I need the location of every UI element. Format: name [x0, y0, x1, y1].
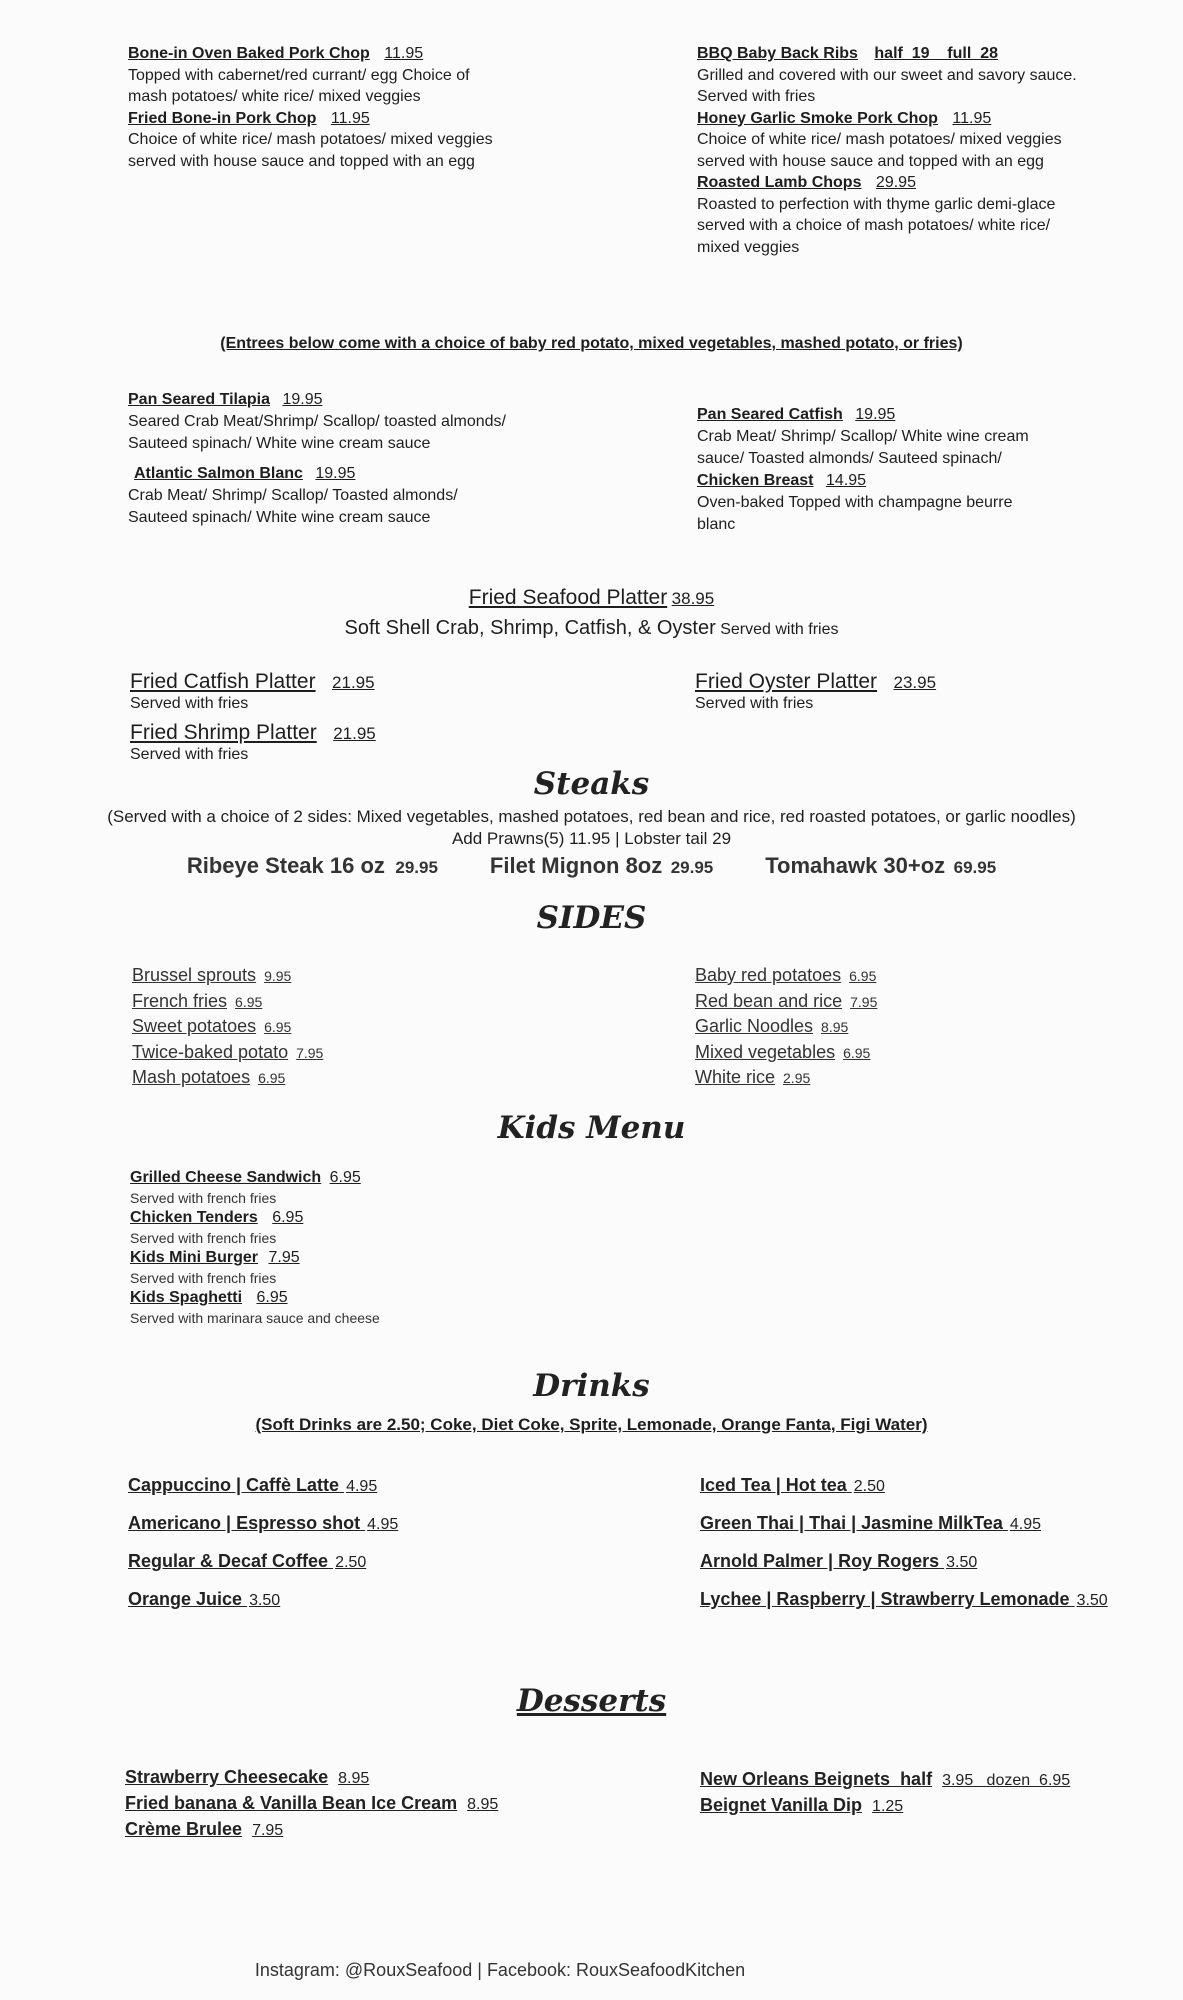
item-name: Crème Brulee: [125, 1819, 243, 1839]
steak-item: [765, 853, 996, 879]
item-price: 29.95: [395, 858, 438, 877]
item-price: 29.95: [670, 858, 714, 877]
item-desc: Oven-baked Topped with champagne beurre blanc: [697, 494, 1013, 533]
item-name: Fried Bone-in Pork Chop: [128, 109, 317, 127]
platter-desc: Soft Shell Crab, Shrimp, Catfish, & Oyster: [344, 617, 716, 639]
item-desc: Served with french fries: [130, 1270, 277, 1286]
platters-left: [130, 668, 530, 764]
platter-price: 38.95: [671, 589, 715, 608]
item-desc: Choice of white rice/ mash potatoes/ mixed veggies served with house sauce and topped with an egg: [128, 131, 493, 170]
sides-right: [695, 963, 1055, 1091]
drink-item: [128, 1467, 568, 1505]
menu-item: [697, 404, 1037, 470]
menu-item: [130, 1208, 550, 1248]
item-name: Chicken Tenders: [130, 1209, 258, 1226]
item-desc: Served with french fries: [130, 1230, 277, 1246]
item-price: 1.25: [872, 1798, 904, 1815]
dessert-item: [125, 1765, 605, 1791]
kids-list: [130, 1168, 550, 1328]
item-price: 6.95: [256, 1289, 288, 1306]
item-price: 7.95: [268, 1249, 300, 1266]
item-price: 29.95: [875, 174, 916, 191]
item-price: 3.95 dozen 6.95: [942, 1772, 1071, 1789]
item-price: 14.95: [825, 472, 866, 489]
drink-item: [128, 1543, 568, 1581]
menu-item: [697, 108, 1077, 173]
drink-item: [128, 1581, 568, 1619]
item-name: Fried Oyster Platter: [695, 670, 878, 693]
item-price: 19.95: [315, 465, 356, 482]
steaks-title: Steaks: [533, 766, 650, 802]
item-price: 6.95: [843, 1044, 871, 1061]
item-name: Roasted Lamb Chops: [697, 174, 862, 191]
menu-item: [130, 719, 530, 764]
menu-item: [697, 470, 1037, 536]
platter-desc-small: Served with fries: [720, 621, 839, 638]
item-desc: Served with fries: [130, 695, 249, 712]
side-item: [695, 1014, 1055, 1040]
item-desc: Crab Meat/ Shrimp/ Scallop/ White wine cream sauce/ Toasted almonds/ Sauteed spinach/: [697, 428, 1029, 467]
dessert-item: [700, 1793, 1160, 1819]
item-name: Americano | Espresso shot: [128, 1513, 361, 1533]
item-price: 8.95: [338, 1770, 370, 1787]
item-desc: Roasted to perfection with thyme garlic demi-glace served with a choice of mash potatoes/ white rice/ mixed veggies: [697, 195, 1056, 256]
item-price: 7.95: [296, 1044, 324, 1061]
menu-item: [695, 668, 1095, 713]
item-price: 21.95: [332, 673, 375, 692]
item-price: 23.95: [893, 673, 937, 692]
item-name: New Orleans Beignets half: [700, 1769, 933, 1789]
side-item: [132, 989, 492, 1015]
item-name: Mixed vegetables: [695, 1041, 836, 1062]
item-name: Green Thai | Thai | Jasmine MilkTea: [700, 1513, 1003, 1533]
item-name: Twice-baked potato: [132, 1041, 289, 1062]
drinks-note: (Soft Drinks are 2.50; Coke, Diet Coke, Sprite, Lemonade, Orange Fanta, Figi Water): [255, 1415, 928, 1434]
item-price: 6.95: [272, 1209, 304, 1226]
item-price: 21.95: [333, 724, 376, 743]
menu-item: [130, 668, 530, 713]
item-name: Atlantic Salmon Blanc: [134, 465, 303, 482]
item-price: half 19 full 28: [874, 45, 998, 62]
item-price: 9.95: [264, 968, 292, 984]
drink-item: [700, 1543, 1170, 1581]
item-price: 3.50: [946, 1554, 978, 1571]
side-item: [132, 1040, 492, 1066]
item-desc: Seared Crab Meat/Shrimp/ Scallop/ toasted almonds/ Sauteed spinach/ White wine cream sauce: [128, 413, 506, 452]
item-name: Honey Garlic Smoke Pork Chop: [697, 109, 938, 127]
platter-name: Fried Seafood Platter: [468, 586, 668, 609]
item-price: 6.95: [849, 968, 877, 984]
entrees-note: (Entrees below come with a choice of baby red potato, mixed vegetables, mashed potato, or fries): [220, 335, 963, 352]
menu-item: [128, 463, 508, 529]
side-item: [695, 1040, 1055, 1066]
item-name: Brussel sprouts: [132, 965, 257, 985]
side-item: [132, 963, 492, 989]
item-name: Sweet potatoes: [132, 1016, 257, 1036]
item-price: 2.50: [335, 1554, 367, 1571]
item-price: 4.95: [367, 1516, 399, 1533]
item-price: 3.50: [1076, 1592, 1108, 1609]
item-name: Tomahawk 30+oz: [765, 853, 946, 878]
item-desc: Grilled and covered with our sweet and savory sauce. Served with fries: [697, 66, 1077, 105]
item-name: Ribeye Steak 16 oz: [186, 853, 385, 878]
item-price: 2.95: [783, 1070, 811, 1086]
item-name: Arnold Palmer | Roy Rogers: [700, 1551, 940, 1571]
menu-item: [128, 43, 508, 108]
item-name: Filet Mignon 8oz: [489, 853, 663, 878]
item-price: 3.50: [249, 1592, 281, 1609]
item-name: Fried banana & Vanilla Bean Ice Cream: [125, 1793, 458, 1813]
steaks-note: (Served with a choice of 2 sides: Mixed vegetables, mashed potatoes, red bean and rice, red roasted potatoes, or garlic noodles): [107, 807, 1076, 826]
steak-item: [187, 853, 438, 879]
item-price: 4.95: [346, 1478, 378, 1495]
item-price: 6.95: [258, 1070, 286, 1086]
item-name: Mash potatoes: [132, 1067, 251, 1087]
menu-item: [130, 1168, 550, 1208]
item-name: Lychee | Raspberry | Strawberry Lemonade: [700, 1589, 1070, 1609]
drink-item: [700, 1581, 1170, 1619]
dessert-item: [125, 1791, 605, 1817]
item-price: 19.95: [855, 406, 896, 423]
sides-left: [132, 963, 492, 1091]
item-name: Grilled Cheese Sandwich: [130, 1169, 322, 1186]
item-name: Baby red potatoes: [695, 965, 842, 985]
item-desc: Crab Meat/ Shrimp/ Scallop/ Toasted almonds/ Sauteed spinach/ White wine cream sauce: [128, 487, 458, 526]
kids-title: Kids Menu: [497, 1110, 686, 1146]
menu-item: [697, 172, 1077, 258]
item-name: Orange Juice: [128, 1589, 243, 1609]
desserts-right: [700, 1767, 1160, 1819]
menu-item: [130, 1248, 550, 1288]
side-item: [695, 963, 1055, 989]
item-price: 8.95: [467, 1796, 499, 1813]
item-price: 4.95: [1009, 1516, 1041, 1533]
drinks-left: [128, 1467, 568, 1619]
item-name: French fries: [132, 990, 228, 1011]
item-price: 11.95: [384, 45, 424, 62]
item-price: 19.95: [282, 391, 323, 408]
seafood-left-column: [128, 389, 508, 529]
steak-item: [490, 853, 713, 879]
item-name: Pan Seared Tilapia: [128, 391, 270, 408]
platters-right: [695, 668, 1095, 713]
menu-item: [130, 1288, 550, 1328]
item-price: 6.95: [329, 1169, 361, 1186]
item-name: Fried Catfish Platter: [130, 670, 316, 693]
footer-social: Instagram: @RouxSeafood | Facebook: RouxSeafoodKitchen: [254, 1960, 746, 1980]
item-name: BBQ Baby Back Ribs: [697, 45, 858, 62]
item-name: Regular & Decaf Coffee: [128, 1551, 329, 1571]
item-price: 8.95: [821, 1019, 849, 1035]
dessert-item: [125, 1817, 605, 1843]
top-right-column: [697, 43, 1077, 258]
drink-item: [128, 1505, 568, 1543]
steaks-addon: Add Prawns(5) 11.95 | Lobster tail 29: [451, 829, 732, 848]
top-left-column: [128, 43, 508, 172]
item-name: Fried Shrimp Platter: [130, 721, 317, 744]
drink-item: [700, 1505, 1170, 1543]
item-name: Pan Seared Catfish: [697, 406, 843, 423]
side-item: [695, 989, 1055, 1015]
side-item: [132, 1014, 492, 1040]
item-desc: Served with fries: [130, 746, 249, 763]
item-name: Kids Mini Burger: [130, 1249, 259, 1266]
item-desc: Served with fries: [695, 695, 814, 712]
item-name: Garlic Noodles: [695, 1016, 814, 1036]
item-name: Bone-in Oven Baked Pork Chop: [128, 45, 370, 62]
item-desc: Topped with cabernet/red currant/ egg Choice of mash potatoes/ white rice/ mixed veggies: [128, 66, 470, 105]
item-price: 7.95: [850, 993, 878, 1010]
sides-title: SIDES: [536, 900, 647, 936]
drink-item: [700, 1467, 1170, 1505]
drinks-right: [700, 1467, 1170, 1619]
item-name: Strawberry Cheesecake: [125, 1767, 329, 1787]
menu-item: [128, 108, 508, 173]
dessert-item: [700, 1767, 1160, 1793]
desserts-title: Desserts: [516, 1683, 667, 1719]
item-desc: Choice of white rice/ mash potatoes/ mixed veggies served with house sauce and topped with an egg: [697, 131, 1062, 170]
item-desc: Served with french fries: [130, 1190, 277, 1206]
item-price: 6.95: [235, 993, 263, 1010]
menu-item: [128, 389, 508, 455]
side-item: [132, 1065, 492, 1091]
item-price: 69.95: [953, 858, 997, 877]
item-name: Kids Spaghetti: [130, 1289, 243, 1306]
item-price: 11.95: [330, 109, 370, 127]
seafood-platter: [0, 584, 1183, 644]
item-price: 6.95: [264, 1019, 292, 1035]
side-item: [695, 1065, 1055, 1091]
item-desc: Served with marinara sauce and cheese: [130, 1310, 380, 1326]
item-price: 2.50: [853, 1478, 885, 1495]
seafood-right-column: [697, 404, 1037, 536]
item-name: Cappuccino | Caffè Latte: [128, 1475, 340, 1495]
item-price: 7.95: [252, 1822, 284, 1839]
item-name: White rice: [695, 1067, 776, 1087]
item-name: Iced Tea | Hot tea: [700, 1475, 847, 1495]
menu-item: [697, 43, 1077, 108]
item-price: 11.95: [952, 109, 992, 127]
desserts-left: [125, 1765, 605, 1843]
item-name: Red bean and rice: [695, 990, 843, 1011]
drinks-title: Drinks: [533, 1368, 650, 1404]
item-name: Chicken Breast: [697, 472, 814, 489]
item-name: Beignet Vanilla Dip: [700, 1795, 863, 1815]
steaks-list: [0, 853, 1183, 879]
